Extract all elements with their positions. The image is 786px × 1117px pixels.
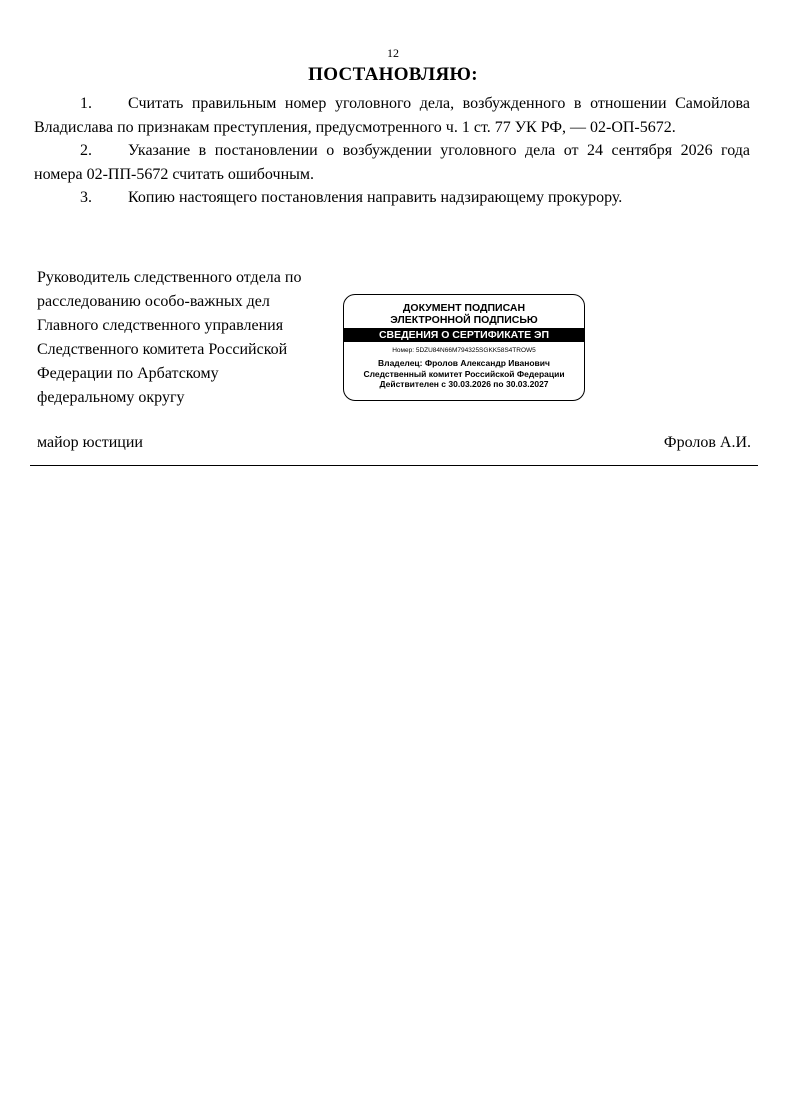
item-number: 3. xyxy=(80,189,92,206)
signer-position-line: Следственного комитета Российской xyxy=(37,341,288,358)
item-number: 2. xyxy=(80,142,92,159)
signer-position-line: расследованию особо-важных дел xyxy=(37,293,270,310)
stamp-title xyxy=(344,302,584,326)
stamp-certificate-number: Номер: 5DZU84N66M794325SGKK58S4TROW5 xyxy=(392,347,536,354)
signer-name: Фролов А.И. xyxy=(663,434,751,451)
signer-position-line: федеральному округу xyxy=(37,389,185,406)
item-text: Копию настоящего постановления направить надзирающему прокурору. xyxy=(128,189,623,206)
signer-position-line: Главного следственного управления xyxy=(37,317,284,334)
signer-rank: майор юстиции xyxy=(37,434,143,451)
item-number: 1. xyxy=(80,95,92,112)
stamp-validity: Действителен с 30.03.2026 по 30.03.2027 xyxy=(379,379,549,389)
stamp-certificate-info xyxy=(344,358,584,390)
stamp-organization: Следственный комитет Российской Федерации xyxy=(363,368,565,379)
resolution-item-2 xyxy=(34,139,750,186)
page-number: 12 xyxy=(387,46,399,60)
resolution-item-3 xyxy=(34,186,750,210)
signer-position-line: Руководитель следственного отдела по xyxy=(37,269,302,286)
resolution-item-1 xyxy=(34,92,750,139)
signer-position xyxy=(37,266,337,410)
stamp-owner: Владелец: Фролов Александр Иванович xyxy=(378,358,550,368)
resolution-heading: ПОСТАНОВЛЯЮ: xyxy=(308,64,478,85)
bottom-divider xyxy=(30,465,758,466)
stamp-certificate-bar: СВЕДЕНИЯ О СЕРТИФИКАТЕ ЭП xyxy=(344,328,584,342)
item-text: Указание в постановлении о возбуждении уголовного дела от 24 сентября 2026 года номера 02-ПП-5672 считать ошибочным. xyxy=(34,142,750,183)
stamp-title-line: ДОКУМЕНТ ПОДПИСАН xyxy=(402,302,526,314)
resolution-items xyxy=(34,92,750,210)
signer-position-line: Федерации по Арбатскому xyxy=(37,365,219,382)
item-text: Считать правильным номер уголовного дела, возбужденного в отношении Самойлова Владислава по признакам преступления, предусмотренного ч. 1 ст. 77 УК РФ, — 02-ОП-5672. xyxy=(34,95,750,136)
stamp-title-line: ЭЛЕКТРОННОЙ ПОДПИСЬЮ xyxy=(390,314,538,326)
electronic-signature-stamp xyxy=(343,294,585,401)
